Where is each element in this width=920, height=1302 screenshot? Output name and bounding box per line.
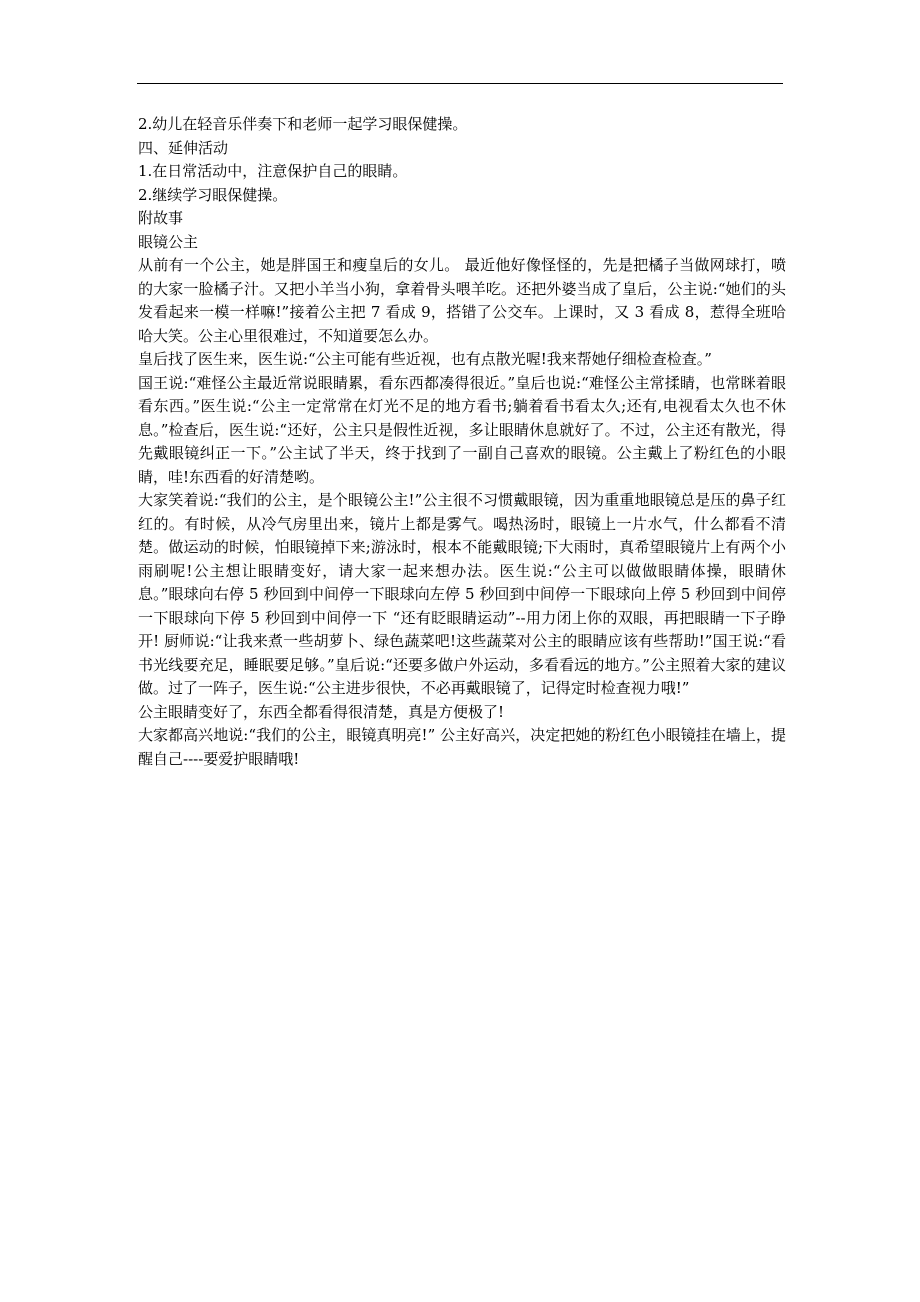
list-item: 2.继续学习眼保健操。 — [138, 185, 288, 204]
story-title: 眼镜公主 — [138, 232, 199, 251]
document-body — [138, 113, 786, 771]
story-paragraph: 国王说:“难怪公主最近常说眼睛累，看东西都凑得很近。”皇后也说:“难怪公主常揉睛，也常眯着眼看东西。”医生说:“公主一定常常在灯光不足的地方看书;躺着看书看太久;还有,电视看太久也不休息。”检查后，医生说:“还好，公主只是假性近视，多让眼睛休息就好了。不过，公主还有散光，得先戴眼镜纠正一下。”公主试了半天，终于找到了一副自己喜欢的眼镜。公主戴上了粉红色的小眼睛，哇!东西看的好清楚哟。 — [138, 373, 786, 486]
header-rule — [137, 83, 783, 84]
story-paragraph: 皇后找了医生来，医生说:“公主可能有些近视，也有点散光喔!我来帮她仔细检查检查。” — [138, 350, 712, 368]
section-heading-extension: 四、延伸活动 — [138, 138, 229, 157]
paragraph-activity-step: 2.幼儿在轻音乐伴奏下和老师一起学习眼保健操。 — [138, 115, 468, 133]
story-paragraph: 大家都高兴地说:“我们的公主，眼镜真明亮!” 公主好高兴，决定把她的粉红色小眼镜挂在墙上，提醒自己----要爱护眼睛哦! — [138, 726, 786, 768]
story-paragraph: 公主眼睛变好了，东西全都看得很清楚，真是方便极了! — [138, 702, 505, 721]
story-paragraph: 大家笑着说:“我们的公主，是个眼镜公主!”公主很不习惯戴眼镜，因为重重地眼镜总是压的鼻子红红的。有时候，从冷气房里出来，镜片上都是雾气。喝热汤时，眼镜上一片水气，什么都看不清楚。做运动的时候，怕眼镜掉下来;游泳时，根本不能戴眼镜;下大雨时，真希望眼镜片上有两个小雨刷呢!公主想让眼睛变好，请大家一起来想办法。医生说:“公主可以做做眼睛体操，眼睛休息。”眼球向右停 5 秒回到中间停一下眼球向左停 5 秒回到中间停一下眼球向上停 5 秒回到中间停一下眼球向下停 5 秒回到中间停一下 “还有眨眼睛运动”--用力闭上你的双眼，再把眼睛一下子睁开! 厨师说:“让我来煮一些胡萝卜、绿色蔬菜吧!这些蔬菜对公主的眼睛应该有些帮助!”国王说:“看书光线要充足，睡眠要足够。”皇后说:“还要多做户外运动，多看看远的地方。”公主照着大家的建议做。过了一阵子，医生说:“公主进步很快，不必再戴眼镜了，记得定时检查视力哦!” — [138, 491, 786, 697]
story-paragraph: 从前有一个公主，她是胖国王和瘦皇后的女儿。 最近他好像怪怪的，先是把橘子当做网球打，喷的大家一脸橘子汁。又把小羊当小狗，拿着骨头喂羊吃。还把外婆当成了皇后，公主说:“她们的头发看起来一模一样嘛!”接着公主把 7 看成 9，搭错了公交车。上课时，又 3 看成 8，惹得全班哈哈大笑。公主心里很难过，不知道要怎么办。 — [138, 256, 786, 345]
list-item: 1.在日常活动中，注意保护自己的眼睛。 — [138, 162, 408, 180]
appendix-heading: 附故事 — [138, 209, 184, 227]
